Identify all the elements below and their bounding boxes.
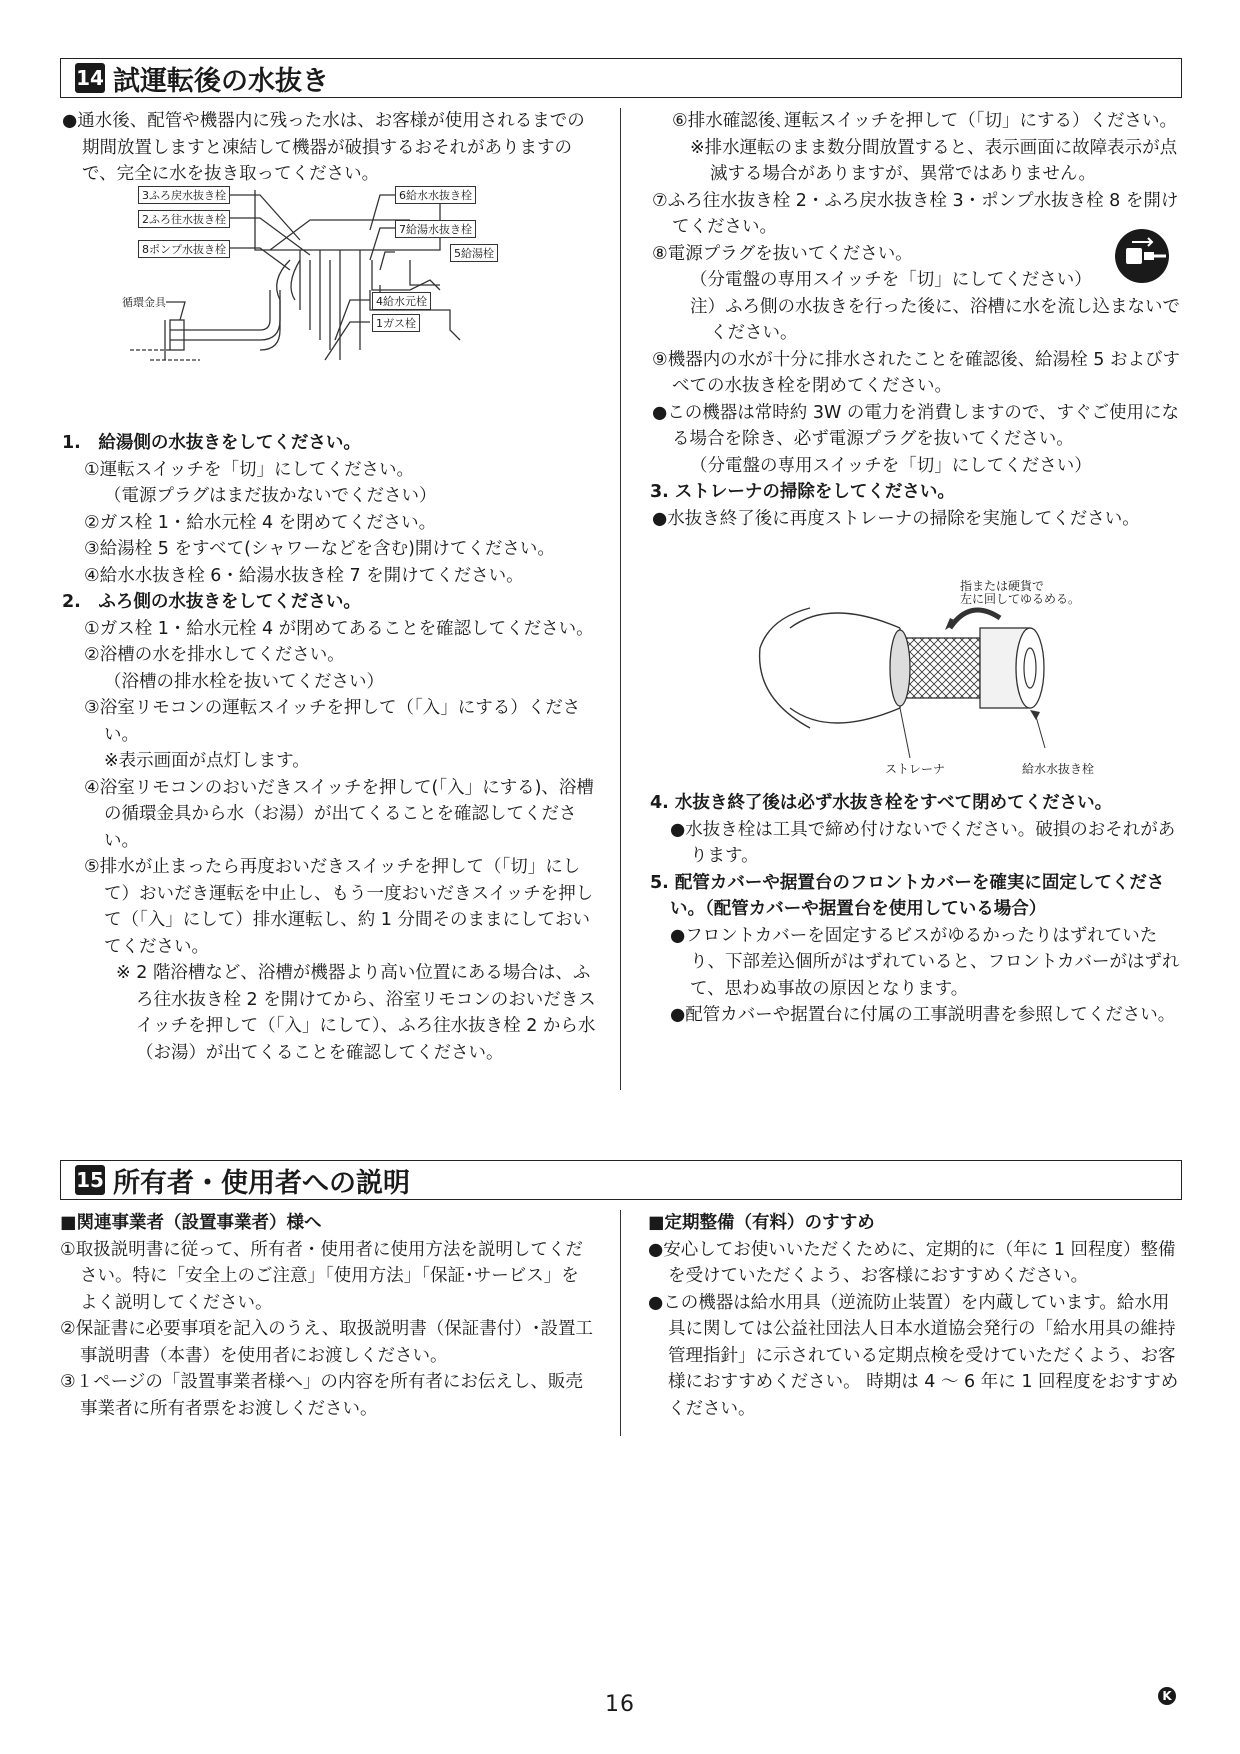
label-hot-water-tap: 5給湯栓 (450, 244, 498, 262)
step2-item-i: ⑨機器内の水が十分に排水されたことを確認後、給湯栓 5 およびすべての水抜き栓を閉めてください。 (652, 349, 1180, 396)
section-14-right-lower (650, 790, 1180, 1029)
strainer-label: ストレーナ (885, 762, 946, 776)
step3-heading: 3. ストレーナの掃除をしてください。 (650, 482, 955, 502)
step2-item-c: ③浴室リモコンの運転スイッチを押して（「入」にする）ください。 (84, 698, 581, 745)
intro-text: ●通水後、配管や機器内に残った水は、お客様が使用されるまでの期間放置しますと凍結して機器が破損するおそれがありますので、完全に水を抜き取ってください。 (62, 111, 585, 184)
drain-valve-diagram (110, 190, 530, 420)
step1-heading: 1. 給湯側の水抜きをしてください。 (62, 433, 361, 453)
maintenance-item-1: ●安心してお使いいただくために、定期的に（年に 1 回程度）整備を受けていただくよう、お客様におすすめください。 (648, 1239, 1176, 1286)
step2-item-d: ④浴室リモコンのおいだきスイッチを押して(「入」にする)、浴槽の循環金具から水（お湯）が出てくることを確認してください。 (84, 777, 594, 851)
step4-heading: 4. 水抜き終了後は必ず水抜き栓をすべて閉めてください。 (650, 793, 1113, 813)
section-title: 試運転後の水抜き (113, 65, 329, 97)
step4-text: ●水抜き栓は工具で締め付けないでください。破損のおそれがあります。 (670, 819, 1176, 866)
step2-item-c-note: ※表示画面が点灯します。 (104, 751, 310, 771)
strainer-instruction-line2: 左に回してゆるめる。 (960, 592, 1081, 606)
strainer-instruction-line1: 指または硬貨で (960, 579, 1045, 593)
installer-item-1: ①取扱説明書に従って、所有者・使用者に使用方法を説明してください。特に「安全上のご注意」「使用方法」「保証･サービス」をよく説明してください。 (60, 1239, 583, 1313)
installer-item-2: ②保証書に必要事項を記入のうえ、取扱説明書（保証書付）･設置工事説明書（本書）を使用者にお渡しください。 (60, 1319, 593, 1366)
step2-note: ※ 2 階浴槽など、浴槽が機器より高い位置にある場合は、ふろ往水抜き栓 2 を開けてから、浴室リモコンのおいだきスイッチを押して（「入」にして）、ふろ往水抜き栓 2 から水（お湯）が出てくることを確認してください。 (116, 963, 596, 1063)
label-gas-valve: 1ガス栓 (372, 314, 420, 332)
page-number: 16 (605, 1692, 635, 1717)
step2-item-f: ⑥排水確認後､運転スイッチを押して（「切」にする）ください。 (672, 111, 1177, 131)
section-number: 15 (75, 1165, 105, 1195)
power-note-sub: （分電盤の専用スイッチを「切」にしてください） (690, 455, 1092, 476)
label-hot-water-drain: 7給湯水抜き栓 (395, 220, 476, 238)
power-note: ●この機器は常時約 3W の電力を消費しますので、すぐご使用になる場合を除き、必ず電源プラグを抜いてください。 (652, 402, 1179, 449)
step2-item-g: ⑦ふろ往水抜き栓 2・ふろ戻水抜き栓 3・ポンプ水抜き栓 8 を開けてください。 (652, 190, 1179, 237)
drain-plug-label: 給水水抜き栓 (1022, 762, 1095, 776)
step2-item-h-sub: （分電盤の専用スイッチを「切」にしてください） (690, 270, 1092, 290)
label-bath-supply-valve: 2ふろ往水抜き栓 (138, 210, 230, 228)
maintenance-item-2: ●この機器は給水用具（逆流防止装置）を内蔵しています。給水用具に関しては公益社団法人日本水道協会発行の「給水用具の維持管理指針」に示されている定期点検を受けていただくよう、お客様におすすめください。 時期は 4 ～ 6 年に 1 回程度をおすすめください。 (648, 1292, 1179, 1419)
brand-badge: K (1158, 1687, 1176, 1705)
column-divider (620, 1210, 621, 1436)
section-15-left-column (60, 1210, 595, 1422)
step1-item-1-note: （電源プラグはまだ抜かないでください） (104, 486, 437, 506)
strainer-diagram (750, 579, 1150, 783)
step5-item-b: ●配管カバーや据置台に付属の工事説明書を参照してください。 (670, 1005, 1176, 1025)
installer-heading: ■関連事業者（設置事業者）様へ (60, 1213, 322, 1233)
step2-item-h: ⑧電源プラグを抜いてください。 (652, 243, 913, 264)
maintenance-heading: ■定期整備（有料）のすすめ (648, 1213, 875, 1233)
section-number: 14 (75, 63, 105, 93)
section-15-right-column (648, 1210, 1180, 1422)
step1-item-2: ②ガス栓 1・給水元栓 4 を閉めてください。 (84, 512, 437, 533)
step3-text: ●水抜き終了後に再度ストレーナの掃除を実施してください。 (652, 508, 1140, 529)
section-title: 所有者・使用者への説明 (113, 1167, 410, 1199)
step1-item-3: ③給湯栓 5 をすべて(シャワーなどを含む)開けてください。 (84, 539, 555, 559)
step5-heading: 5. 配管カバーや据置台のフロントカバーを確実に固定してください。（配管カバーや据置台を使用している場合） (650, 872, 1165, 919)
label-water-main-valve: 4給水元栓 (372, 292, 431, 310)
step5-item-a: ●フロントカバーを固定するビスがゆるかったりはずれていたり、下部差込個所がはずれていると、フロントカバーがはずれて、思わぬ事故の原因となります。 (670, 925, 1180, 999)
step2-item-a: ①ガス栓 1・給水元栓 4 が閉めてあることを確認してください。 (84, 618, 594, 639)
section-14-right-column (650, 108, 1180, 532)
step2-item-b-note: （浴槽の排水栓を抜いてください） (104, 671, 384, 692)
unplug-icon (1112, 226, 1172, 286)
step1-item-1: ①運転スイッチを「切」にしてください。 (84, 459, 414, 480)
step2-item-f-note: ※排水運転のまま数分間放置すると、表示画面に故障表示が点滅する場合がありますが、異常ではありません。 (690, 137, 1178, 184)
label-pump-valve: 8ポンプ水抜き栓 (138, 240, 230, 258)
step2-heading: 2. ふろ側の水抜きをしてください。 (62, 592, 361, 612)
label-water-supply-drain: 6給水水抜き栓 (395, 186, 476, 204)
step1-item-4: ④給水水抜き栓 6・給湯水抜き栓 7 を開けてください。 (84, 565, 524, 586)
label-bath-return-valve: 3ふろ戻水抜き栓 (138, 186, 230, 204)
step2-item-e: ⑤排水が止まったら再度おいだきスイッチを押して（「切」にして）おいだき運転を中止し、もう一度おいだきスイッチを押して（「入」にして）排水運転し、約 1 分間そのままにしておいてください。 (84, 857, 594, 957)
installer-item-3: ③１ページの「設置事業者様へ」の内容を所有者にお伝えし、販売事業者に所有者票をお渡しください。 (60, 1372, 583, 1419)
section-14-left-column (62, 108, 597, 188)
step2-item-h-note: 注）ふろ側の水抜きを行った後に、浴槽に水を流し込まないでください。 (690, 296, 1180, 343)
step2-item-b: ②浴槽の水を排水してください。 (84, 645, 345, 665)
label-loop-fitting: 循環金具 (122, 296, 166, 309)
section-14-steps-left (62, 430, 597, 1066)
column-divider (620, 108, 621, 1090)
section-14-header (60, 58, 1182, 98)
section-15-header (60, 1160, 1182, 1200)
